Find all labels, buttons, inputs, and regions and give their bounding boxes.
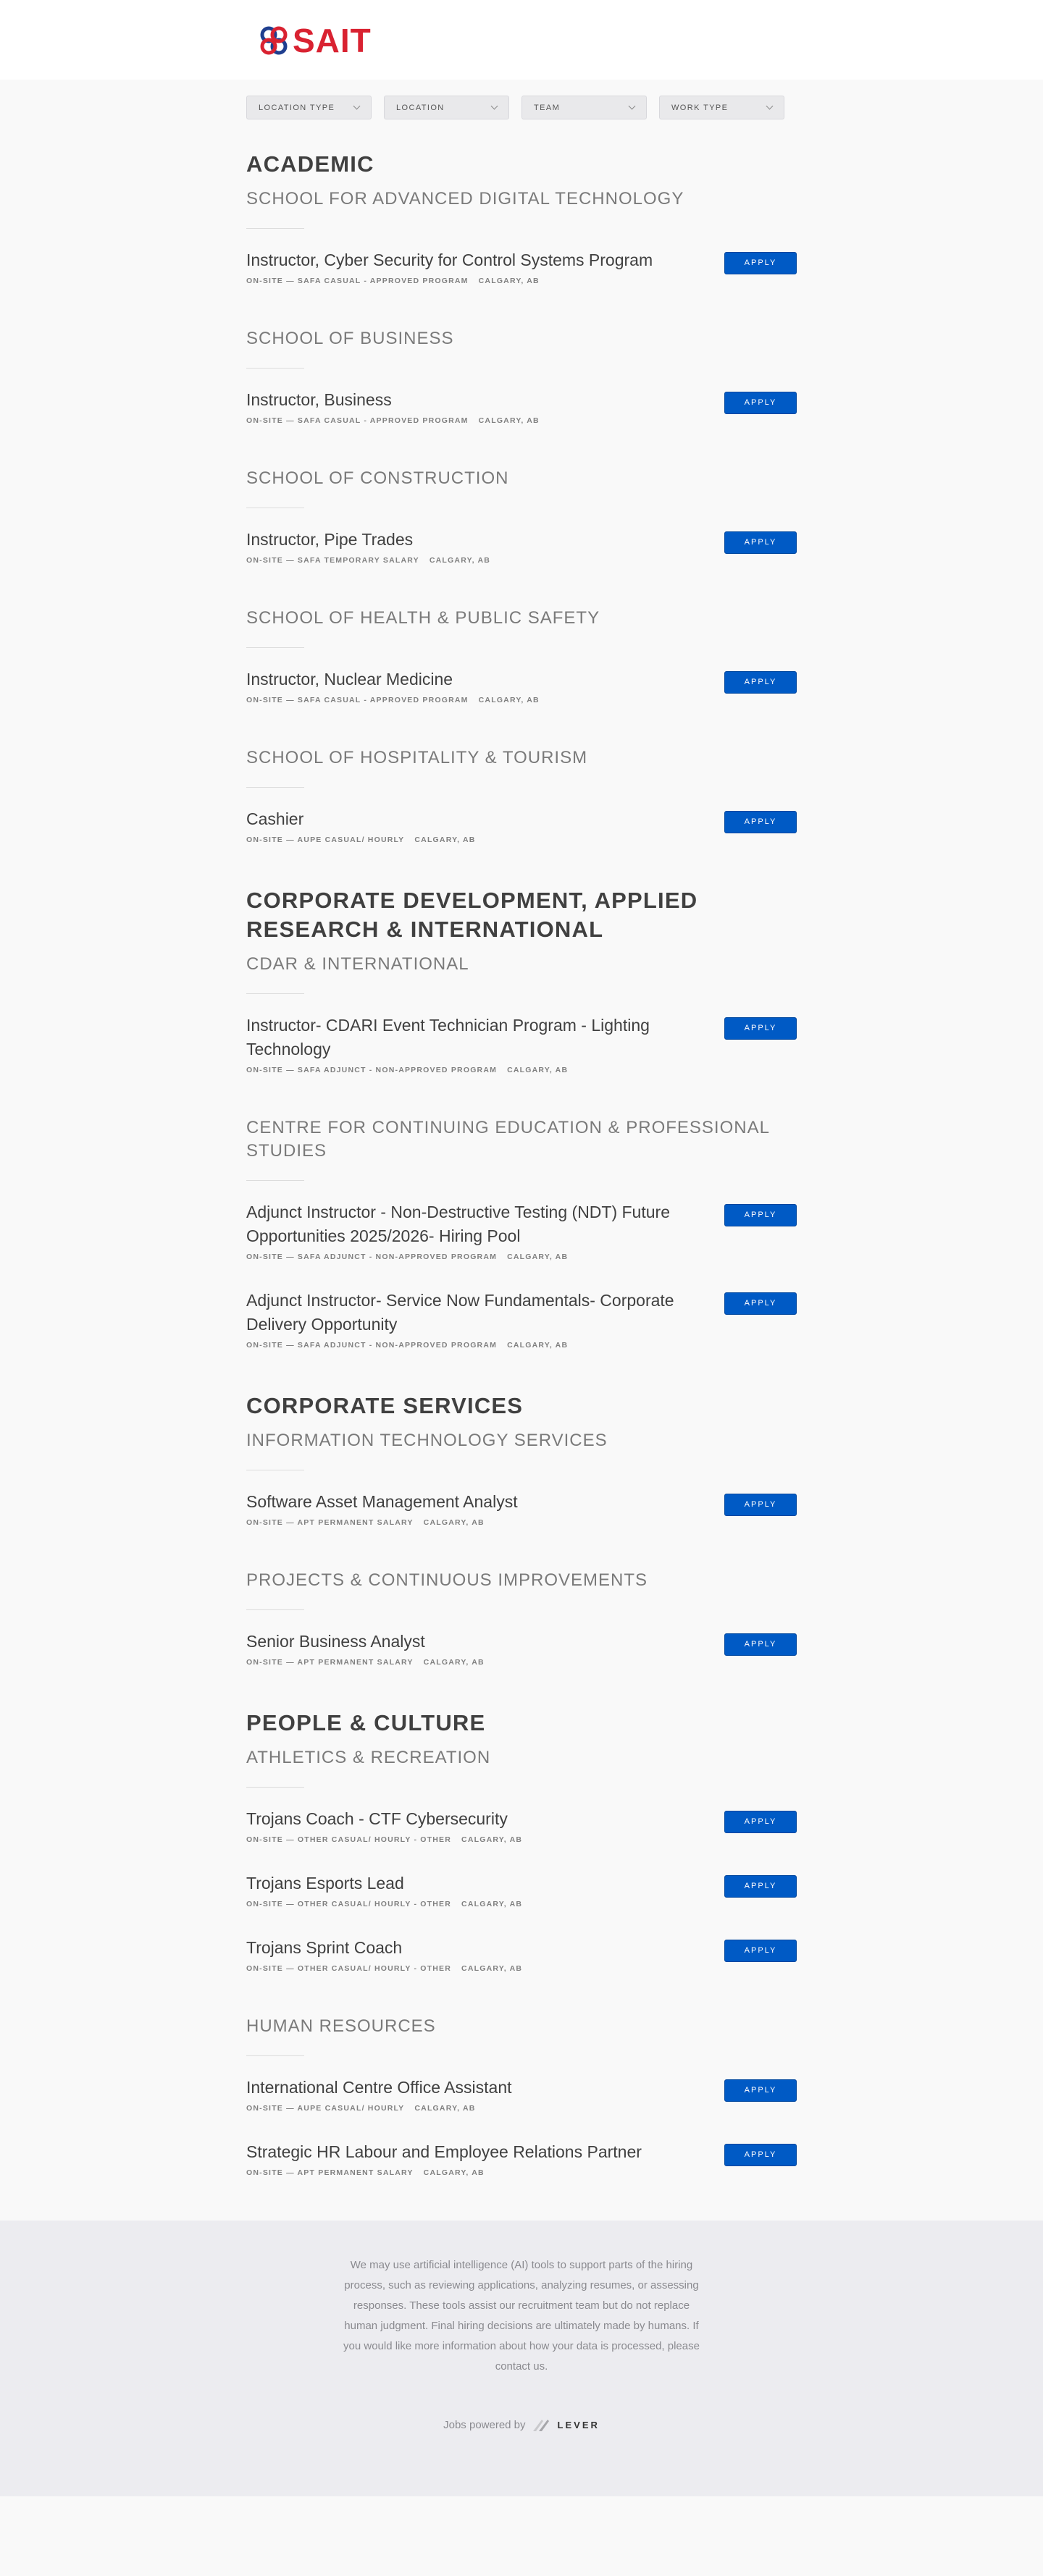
posting-item [246, 2140, 797, 2177]
team-divider [246, 647, 304, 648]
lever-wordmark: LEVER [557, 2419, 600, 2430]
team-title: SCHOOL OF HOSPITALITY & TOURISM [246, 748, 588, 767]
posting-item [246, 1936, 797, 1973]
posting-title-link[interactable]: Cashier [246, 809, 304, 828]
posting-item [246, 807, 797, 844]
posting-commitment: ON-SITE — OTHER CASUAL/ HOURLY - OTHER [246, 1835, 452, 1844]
team-title: CDAR & INTERNATIONAL [246, 954, 469, 974]
posting-commitment: ON-SITE — OTHER CASUAL/ HOURLY - OTHER [246, 1964, 452, 1973]
posting-meta [246, 835, 703, 844]
posting-meta [246, 1658, 703, 1667]
posting-title-link[interactable]: Adjunct Instructor- Service Now Fundamentals- Corporate Delivery Opportunity [246, 1291, 674, 1334]
sait-wordmark: SAIT [293, 22, 372, 59]
posting-commitment: ON-SITE — APT PERMANENT SALARY [246, 1658, 414, 1667]
filter-label: TEAM [534, 103, 561, 112]
posting-location: CALGARY, AB [478, 416, 540, 425]
departments-list [246, 150, 797, 2177]
powered-by-label: Jobs powered by [443, 2418, 526, 2431]
sait-emblem-icon [258, 25, 290, 56]
team-section [246, 1569, 797, 1667]
sait-logo[interactable] [258, 24, 372, 57]
posting-item [246, 1630, 797, 1667]
posting-commitment: ON-SITE — APT PERMANENT SALARY [246, 1518, 414, 1527]
site-footer [0, 2221, 1043, 2496]
posting-location: CALGARY, AB [423, 2168, 485, 2177]
team-title: SCHOOL FOR ADVANCED DIGITAL TECHNOLOGY [246, 189, 684, 209]
posting-title-link[interactable]: Trojans Sprint Coach [246, 1938, 403, 1957]
team-section [246, 1429, 797, 1527]
postings-main [246, 80, 797, 2177]
filter-label: LOCATION [396, 103, 445, 112]
posting-title-link[interactable]: Senior Business Analyst [246, 1632, 425, 1651]
posting-meta [246, 1964, 703, 1973]
posting-commitment: ON-SITE — SAFA ADJUNCT - NON-APPROVED PROGRAM [246, 1341, 498, 1350]
posting-meta [246, 1835, 703, 1844]
posting-commitment: ON-SITE — AUPE CASUAL/ HOURLY [246, 2104, 405, 2113]
team-title: INFORMATION TECHNOLOGY SERVICES [246, 1431, 608, 1450]
team-title: CENTRE FOR CONTINUING EDUCATION & PROFESSIONAL STUDIES [246, 1118, 770, 1161]
apply-button[interactable]: APPLY [724, 2079, 797, 2102]
posting-item [246, 1289, 797, 1350]
ai-disclaimer: We may use artificial intelligence (AI) tools to support parts of the hiring process, such as reviewing applications, analyzing resumes, or assessing responses. These tools assist our recruitment team but do not replace human judgment. Final hiring decisions are ultimately made by humans. If you would like more information about how your data is processed, please contact us. [343, 2259, 700, 2373]
chevron-down-icon [629, 103, 636, 110]
posting-title-link[interactable]: Instructor, Business [246, 390, 392, 409]
posting-commitment: ON-SITE — APT PERMANENT SALARY [246, 2168, 414, 2177]
team-section [246, 2015, 797, 2177]
team-divider [246, 228, 304, 229]
apply-button[interactable]: APPLY [724, 1633, 797, 1656]
team-title: SCHOOL OF CONSTRUCTION [246, 468, 509, 488]
department-section [246, 150, 797, 844]
posting-location: CALGARY, AB [507, 1341, 569, 1350]
posting-item [246, 2076, 797, 2113]
posting-title-link[interactable]: Instructor, Pipe Trades [246, 530, 414, 549]
posting-location: CALGARY, AB [423, 1658, 485, 1667]
team-divider [246, 1787, 304, 1788]
filter-bar [246, 96, 797, 119]
apply-button[interactable]: APPLY [724, 1494, 797, 1516]
posting-meta [246, 2104, 703, 2113]
apply-button[interactable]: APPLY [724, 1940, 797, 1962]
posting-location: CALGARY, AB [461, 1900, 523, 1908]
department-title: ACADEMIC [246, 151, 374, 177]
apply-button[interactable]: APPLY [724, 671, 797, 694]
posting-title-link[interactable]: Adjunct Instructor - Non-Destructive Testing (NDT) Future Opportunities 2025/2026- Hiring Pool [246, 1203, 670, 1245]
posting-item [246, 528, 797, 565]
posting-meta [246, 277, 703, 285]
team-section [246, 607, 797, 704]
posting-meta [246, 1518, 703, 1527]
team-section [246, 1746, 797, 1973]
powered-by[interactable] [0, 2417, 1043, 2433]
posting-commitment: ON-SITE — SAFA CASUAL - APPROVED PROGRAM [246, 277, 469, 285]
apply-button[interactable]: APPLY [724, 392, 797, 414]
filter-dropdown[interactable] [246, 96, 372, 119]
team-divider [246, 787, 304, 788]
apply-button[interactable]: APPLY [724, 1811, 797, 1833]
posting-title-link[interactable]: Trojans Coach - CTF Cybersecurity [246, 1809, 508, 1828]
posting-meta [246, 1341, 703, 1350]
filter-dropdown[interactable] [522, 96, 647, 119]
posting-commitment: ON-SITE — SAFA ADJUNCT - NON-APPROVED PROGRAM [246, 1253, 498, 1261]
posting-location: CALGARY, AB [461, 1964, 523, 1973]
posting-title-link[interactable]: International Centre Office Assistant [246, 2078, 512, 2097]
posting-item [246, 1872, 797, 1908]
posting-item [246, 1490, 797, 1527]
posting-title-link[interactable]: Instructor, Nuclear Medicine [246, 670, 453, 689]
posting-location: CALGARY, AB [507, 1066, 569, 1074]
posting-location: CALGARY, AB [478, 277, 540, 285]
posting-location: CALGARY, AB [478, 696, 540, 704]
posting-item [246, 388, 797, 425]
filter-dropdown[interactable] [659, 96, 784, 119]
posting-title-link[interactable]: Instructor- CDARI Event Technician Program - Lighting Technology [246, 1016, 650, 1058]
posting-commitment: ON-SITE — OTHER CASUAL/ HOURLY - OTHER [246, 1900, 452, 1908]
posting-meta [246, 1253, 703, 1261]
chevron-down-icon [491, 103, 498, 110]
posting-meta [246, 416, 703, 425]
team-section [246, 327, 797, 425]
posting-item [246, 248, 797, 285]
team-title: SCHOOL OF BUSINESS [246, 329, 454, 348]
department-section [246, 886, 797, 1350]
posting-location: CALGARY, AB [414, 835, 476, 844]
posting-commitment: ON-SITE — SAFA CASUAL - APPROVED PROGRAM [246, 696, 469, 704]
posting-commitment: ON-SITE — SAFA TEMPORARY SALARY [246, 556, 419, 565]
apply-button[interactable]: APPLY [724, 811, 797, 833]
filter-label: LOCATION TYPE [259, 103, 335, 112]
team-title: PROJECTS & CONTINUOUS IMPROVEMENTS [246, 1570, 648, 1590]
posting-item [246, 668, 797, 704]
team-section [246, 746, 797, 844]
posting-location: CALGARY, AB [414, 2104, 476, 2113]
posting-title-link[interactable]: Software Asset Management Analyst [246, 1492, 518, 1511]
department-title: CORPORATE SERVICES [246, 1393, 524, 1418]
apply-button[interactable]: APPLY [724, 1875, 797, 1898]
team-divider [246, 993, 304, 994]
team-divider [246, 1609, 304, 1610]
posting-commitment: ON-SITE — SAFA CASUAL - APPROVED PROGRAM [246, 416, 469, 425]
posting-item [246, 1014, 797, 1074]
posting-commitment: ON-SITE — AUPE CASUAL/ HOURLY [246, 835, 405, 844]
team-title: ATHLETICS & RECREATION [246, 1748, 491, 1767]
team-section [246, 467, 797, 565]
site-header [0, 0, 1043, 80]
posting-title-link[interactable]: Strategic HR Labour and Employee Relations Partner [246, 2142, 642, 2161]
apply-button[interactable]: APPLY [724, 1292, 797, 1315]
posting-meta [246, 1900, 703, 1908]
team-divider [246, 368, 304, 369]
apply-button[interactable]: APPLY [724, 252, 797, 274]
posting-location: CALGARY, AB [507, 1253, 569, 1261]
team-divider [246, 1180, 304, 1181]
posting-meta [246, 2168, 703, 2177]
team-section [246, 188, 797, 285]
posting-meta [246, 1066, 703, 1074]
posting-title-link[interactable]: Trojans Esports Lead [246, 1874, 404, 1893]
filter-label: WORK TYPE [671, 103, 729, 112]
apply-button[interactable]: APPLY [724, 1204, 797, 1226]
filter-dropdown[interactable] [384, 96, 509, 119]
posting-meta [246, 556, 703, 565]
team-section [246, 953, 797, 1074]
department-title: PEOPLE & CULTURE [246, 1710, 486, 1735]
apply-button[interactable]: APPLY [724, 2144, 797, 2166]
posting-location: CALGARY, AB [429, 556, 491, 565]
posting-item [246, 1200, 797, 1261]
posting-meta [246, 696, 703, 704]
apply-button[interactable]: APPLY [724, 1017, 797, 1040]
team-title: SCHOOL OF HEALTH & PUBLIC SAFETY [246, 608, 600, 628]
department-title: CORPORATE DEVELOPMENT, APPLIED RESEARCH & INTERNATIONAL [246, 888, 698, 942]
department-section [246, 1709, 797, 2177]
posting-commitment: ON-SITE — SAFA ADJUNCT - NON-APPROVED PROGRAM [246, 1066, 498, 1074]
chevron-down-icon [766, 103, 774, 110]
posting-location: CALGARY, AB [461, 1835, 523, 1844]
posting-location: CALGARY, AB [423, 1518, 485, 1527]
chevron-down-icon [353, 103, 361, 110]
team-section [246, 1116, 797, 1350]
apply-button[interactable]: APPLY [724, 531, 797, 554]
lever-logo-icon [532, 2417, 552, 2433]
posting-item [246, 1807, 797, 1844]
department-section [246, 1392, 797, 1667]
posting-title-link[interactable]: Instructor, Cyber Security for Control Systems Program [246, 251, 653, 269]
team-divider [246, 2055, 304, 2056]
team-title: HUMAN RESOURCES [246, 2016, 436, 2036]
